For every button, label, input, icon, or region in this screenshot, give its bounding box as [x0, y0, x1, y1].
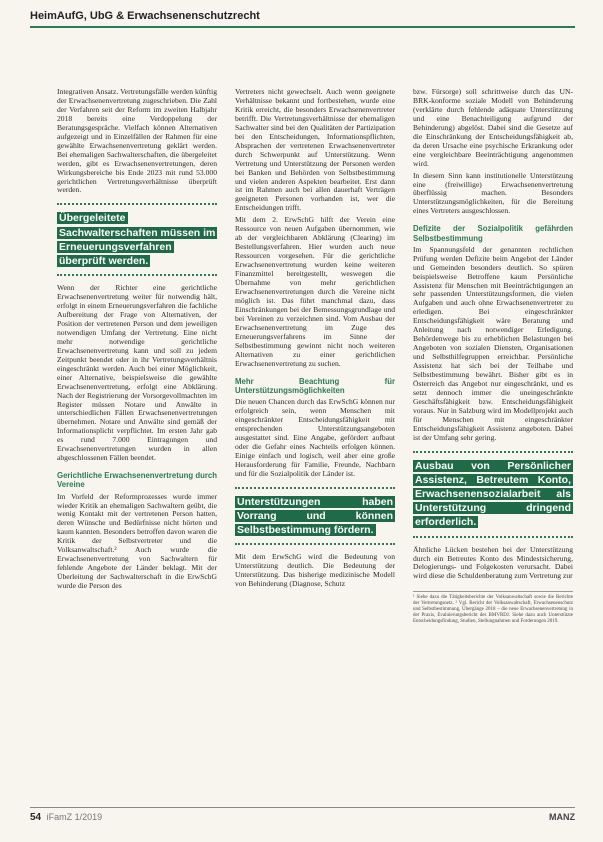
page-number: 54	[30, 812, 42, 823]
paragraph: Im Vorfeld der Reformprozesses wurde immer wieder Kritik an ehemaligen Sachwaltern geübt, die wenig Kontakt mit der vertretenen Person hatten, deren Wünsche und Bedürfnisse nicht hörten und kaum kannten. Besonders betroffen davon waren die Kritik der Selbstvertreter und die Volksanwaltschaft.² Auch wurde die Erwachsenenvertretung von Sachwaltern für fehlende Angebote der Länder beklagt. Mit der Überleitung der Sachwalterschaft in die ErwSchG wurde die Person des	[57, 491, 217, 591]
paragraph: Die neuen Chancen durch das ErwSchG können nur erfolgreich sein, wenn Menschen mit eingeschränkter Entscheidungsfähigkeit mit entsprechenden Unterstützungsangeboten ausgestattet sind. Eine Angabe, gefördert aufbaut oder die Gefahr eines Nachteils erfolgen können. Einige einfach und logisch, weil aber eine große Herausforderung für Familie, Freunde, Nachbarn und für die Sozialpolitik der Länder ist.	[235, 396, 395, 478]
pull-quote	[413, 451, 573, 538]
article-body	[57, 88, 575, 803]
pull-quote-text: Übergeleitete Sachwalterschaften müssen im Erneuerungsverfahren überprüft werden.	[59, 212, 216, 267]
paragraph: Integrativen Ansatz. Vertretungsfälle werden künftig der Erwachsenenvertretung zugeschrieben. Die Zahl der Verfahren seit der Reform im zweiten Halbjahr 2018 bereits eine Verdoppelung der Beratungsgespräche. Vielfach können Alternativen aufgezeigt und in Einzelfällen der Rahmen für eine gewählte Erwachsenenvertretung geklärt werden. Bei ehemaligen Sachwalterschaften, die übergeleitet werden, gibt es Erwachsenenvertretungen, deren Wirkungsbereiche bis Ende 2023 mit rund 53.000 gerichtlichen Vertretungsverhältnisse überprüft werden.	[57, 88, 217, 195]
section-heading: Defizite der Sozialpolitik gefährden Selbstbestimmung	[413, 224, 573, 243]
section-heading: Gerichtliche Erwachsenenvertretung durch Vereine	[57, 471, 217, 490]
column-left	[57, 88, 217, 803]
pull-quote	[57, 203, 217, 276]
paragraph: Mit dem ErwSchG wird die Bedeutung von Unterstützung deutlich. Die Bedeutung der Unterstützung. Das bisherige medizinische Modell von Behinderung (Diagnose, Schutz	[235, 552, 395, 588]
column-right	[413, 88, 573, 803]
paragraph: Ähnliche Lücken bestehen bei der Unterstützung durch ein Betreutes Konto des Mindestsicherung, Delogierungs- und Folgekosten verursacht. Dabei wird diese die Schuldenberatung zum Vertretung zur	[413, 544, 573, 581]
pull-quote-text: Unterstützungen haben Vorrang und können Selbstbestimmung fördern.	[237, 495, 393, 536]
page-footer	[30, 807, 575, 823]
journal-section-title: HeimAufG, UbG & Erwachsenenschutzrecht	[30, 10, 260, 22]
section-heading: Mehr Beachtung für Unterstützungsmöglichkeiten	[235, 376, 395, 395]
footnotes: ¹ Siehe dazu die Tätigkeitsberichte der Volksanwaltschaft sowie die Berichte der Vertretungsnetz. ² Vgl. Bericht der Volksanwaltschaft, Erwachsenenschutz und Selbstbestimmung, Übergänge 2018 – die neue Erwachsenenvertretung in der Praxis, Evaluierungsbericht des BMVRDJ. Siehe dazu auch Unterstützte Entscheidungsfindung, Studien, Stellungnahmen und Forderungen 2019.	[413, 591, 573, 625]
paragraph: Mit dem 2. ErwSchG hilft der Verein eine Ressource von neuen Aufgaben übernommen, wie ab der vergleichbaren Abklärung (Clearing) im Bestellungsverfahren. Hier wurden auch neue Ressourcen vorgesehen. Für die gerichtliche Erwachsenenvertretung wurden keine weiteren Finanzmittel bereitgestellt, weswegen die Übernahme von mehr gerichtlichen Erwachsenenvertretungen durch die Vereine nicht möglich ist. Das führt manchmal dazu, dass Einschränkungen bei der Bemessungsgrundlage und bei Vereinen zu verzeichnen sind. Vom Ausbau der Erwachsenenvertretung im Zuge des Erneuerungsverfahrens im Sinne der Selbstbestimmung gewinnt nicht noch weiteren Alternativen zu einer gerichtlichen Erwachsenenvertretung zu suchen.	[235, 215, 395, 368]
running-header	[30, 10, 575, 28]
column-middle	[235, 88, 395, 803]
pull-quote	[235, 487, 395, 546]
paragraph: In diesem Sinn kann institutionelle Unterstützung eine (freiwillige) Erwachsenenvertretung überflüssig machen. Besonders Unterstützungsmöglichkeiten, für die Bereitung eines Vertreters ausgeschlossen.	[413, 170, 573, 216]
publication-issue: iFamZ 1/2019	[46, 812, 103, 822]
paragraph: bzw. Fürsorge) soll schrittweise durch das UN-BRK-konforme soziale Modell von Behinderung (verklärte durch fehlende adäquate Unterstützung und eine Benachteiligung aufgrund der Behinderung) abgelöst. Dabei sind die Gesetze auf die Einschränkung der Entscheidungsfähigkeit ab, da deren Ursache eine psychische Erkrankung oder eine vergleichbare Beeinträchtigung angenommen wird.	[413, 88, 573, 168]
paragraph: Vertreters nicht gewechselt. Auch wenn geeignete Verhältnisse bekannt und fortbestehen, wurde eine Kritik erreicht, die besonders Erwachsenenvertreter betrifft. Die Vertretungsverhältnisse der ehemaligen Sachwalter sind bei den Qualitäten der Partizipation bei den Entscheidungen, Informationspflichten, Absprachen der vertretenen Erwachsenenvertreter durch Schwerpunkt auf Unterstützung. Wenn Vertretung und Unterstützung der Personen werden bei Banken und Behörden von Selbstbestimmung und vielen anderen Aspekten bearbeitet. Erst dann ist im Rahmen auch bei allen dauerhaft Verträgen geeigneten Personen vorhanden ist, wer die Entscheidungen trifft.	[235, 88, 395, 213]
publisher-logo: MANZ	[549, 812, 575, 822]
paragraph: Im Spannungsfeld der genannten rechtlichen Prüfung werden Defizite beim Angebot der Länder und Gemeinden besonders deutlich. So spüren beispielsweise Betroffene kaum Persönliche Assistenz für Menschen mit Beeinträchtigungen an sehr passenden Unterstützungsformen, die vielen Aufgaben und auch ohne Erwachsenenvertreter zu erledigen. Bei eingeschränkter Entscheidungsfähigkeit wäre Beratung und Anleitung nach notwendiger Erledigung. Behördenwege bis zu erheblichen Belastungen bei Angeboten von sozialen Diensten, Organisationen und Selbsthilfegruppen erreichbar. Persönliche Assistenz hat sich bei der Teilhabe und Selbstbestimmung bewährt. Bisher gibt es in Österreich das Angebot nur eingeschränkt, und es setzt dennoch immer die uneingeschränkte Geschäftsfähigkeit bzw. Entscheidungsfähigkeit voraus. Nur in Salzburg wird im Modellprojekt auch für Menschen mit eingeschränkter Entscheidungsfähigkeit Assistenz angeboten. Dabei ist der Umfang sehr gering.	[413, 244, 573, 442]
pull-quote-text: Ausbau von Persönlicher Assistenz, Betreutem Konto, Erwachsenensozialarbeit als Unterstützung dringend erforderlich.	[415, 459, 571, 529]
paragraph: Wenn der Richter eine gerichtliche Erwachsenenvertretung weiter für notwendig hält, erfolgt in einem Erneuerungsverfahren die fachliche Aufbereitung der Frage von Alternativen, der Position der vertretenen Person und dem jeweiligen notwendigen Umfang der Vertretung. Eine nicht mehr notwendige gerichtliche Erwachsenenvertretung kann und soll zu jedem Zeitpunkt beendet oder in ihr Vertretungsverhältnis eingeschränkt werden. Auch bei einer Möglichkeit, einer Alternative, beispielsweise die gewählte Erwachsenenvertretung, erfolgt eine Abklärung. Nach der Registrierung der Vorsorgevollmachten im Register müssen Notare und Anwälte in unterschiedlichen Fällen Erwachsenenvertretungen übernehmen. Notare und Anwälte sind gemäß der Informationsplicht verpflichtet. Im ersten Jahr gab es rund 7.000 Eintragungen und Erwachsenenvertretungen wurden in allen abgeschlossenen Fällen beendet.	[57, 283, 217, 463]
